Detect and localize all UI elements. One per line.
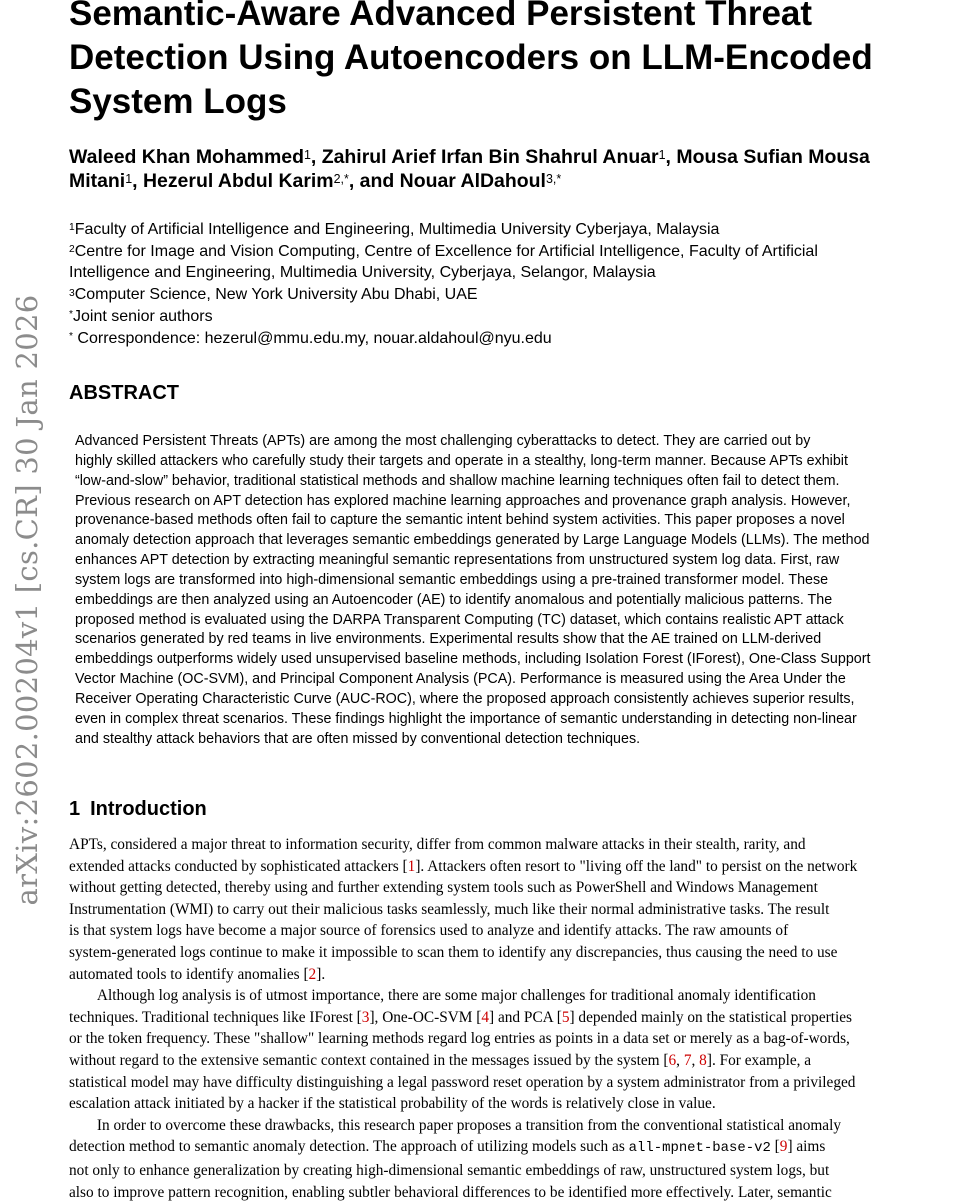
affiliation-list (69, 219, 959, 349)
citation-link[interactable]: 1 (408, 858, 416, 875)
citation-link[interactable]: 3 (362, 1009, 370, 1026)
section-title: Introduction (90, 798, 207, 820)
affiliation-mark: * (69, 331, 73, 342)
citation-link[interactable]: 6 (669, 1052, 677, 1069)
arxiv-identifier-stamp[interactable]: arXiv:2602.00204v1 [cs.CR] 30 Jan 2026 (10, 295, 44, 906)
text-run: ] depended mainly on the statistical properties (569, 1009, 852, 1026)
paragraph-line: In order to overcome these drawbacks, this research paper proposes a transition from the conventional statistical anomaly (69, 1115, 962, 1137)
affiliation-line (69, 262, 959, 284)
affiliation-line (69, 241, 959, 263)
paragraph-line: also to improve pattern recognition, enabling subtler behavioral differences to be identified more effectively. Later, semantic (69, 1182, 962, 1203)
abstract-line: highly skilled attackers who carefully study their targets and operate in a stealthy, long-term manner. Because APTs exhibit (75, 452, 962, 472)
paragraph-line: Although log analysis is of utmost importance, there are some major challenges for traditional anomaly identification (69, 985, 962, 1007)
abstract-body (75, 432, 962, 750)
citation-link[interactable]: 2 (309, 966, 317, 983)
author-affiliation-mark: 1 (659, 148, 666, 162)
paragraph-line (69, 1007, 962, 1029)
author-affiliation-mark: 1 (125, 172, 132, 186)
citation-link[interactable]: 7 (684, 1052, 692, 1069)
paragraph-line: is that system logs have become a major source of forensics used to analyze and identify attacks. The raw amounts of (69, 920, 962, 942)
abstract-line: embeddings outperforms widely used unsupervised baseline methods, including Isolation Forest (IForest), One-Class Support (75, 650, 962, 670)
citation-link[interactable]: 5 (562, 1009, 570, 1026)
correspondence-line (69, 328, 959, 350)
affiliation-mark: 2 (69, 244, 75, 255)
abstract-line: Previous research on APT detection has explored machine learning approaches and provenance graph analysis. However, (75, 492, 962, 512)
text-run: ]. Attackers often resort to "living off the land" to persist on the network (415, 858, 857, 875)
text-run: ] and PCA [ (489, 1009, 562, 1026)
paragraph-line (69, 856, 962, 878)
title-line: Detection Using Autoencoders on LLM-Encoded (69, 36, 949, 80)
text-run: extended attacks conducted by sophisticated attackers [ (69, 858, 408, 875)
paragraph-line: Instrumentation (WMI) to carry out their malicious tasks seamlessly, much like their normal administrative tasks. The result (69, 899, 962, 921)
correspondence-text: Correspondence: hezerul@mmu.edu.my, nouar.aldahoul@nyu.edu (73, 330, 552, 347)
abstract-line: Receiver Operating Characteristic Curve (AUC-ROC), where the proposed approach consistently achieves superior results, (75, 690, 962, 710)
author-affiliation-mark: 2,* (334, 172, 349, 186)
affiliation-text: Faculty of Artificial Intelligence and Engineering, Multimedia University Cyberjaya, Malaysia (75, 221, 720, 238)
paragraph-line (69, 964, 962, 986)
affiliation-text: Intelligence and Engineering, Multimedia University, Cyberjaya, Selangor, Malaysia (69, 264, 656, 281)
paragraph-line: statistical model may have difficulty distinguishing a legal password reset operation by a system administrator from a privileged (69, 1072, 962, 1094)
paragraph-line (69, 1050, 962, 1072)
paragraph-line: APTs, considered a major threat to information security, differ from common malware attacks in their stealth, rarity, and (69, 834, 962, 856)
abstract-line: Vector Machine (OC-SVM), and Principal Component Analysis (PCA). Performance is measured using the Area Under the (75, 670, 962, 690)
paper-title (69, 0, 949, 124)
author-name: Mitani (69, 170, 125, 192)
abstract-line: and stealthy attack behaviors that are often missed by conventional detection techniques. (75, 730, 962, 750)
affiliation-text: Computer Science, New York University Abu Dhabi, UAE (75, 286, 478, 303)
affiliation-text: Joint senior authors (73, 308, 213, 325)
paragraph-line: or the token frequency. These "shallow" learning methods regard log entries as points in a data set or merely as a bag-of-words, (69, 1028, 962, 1050)
author-list (69, 145, 964, 193)
text-run: , (692, 1052, 700, 1069)
section-heading-introduction (69, 798, 207, 821)
affiliation-line (69, 284, 959, 306)
abstract-line: system logs are transformed into high-dimensional semantic embeddings using a pre-trained transformer model. These (75, 571, 962, 591)
author-name: , Zahirul Arief Irfan Bin Shahrul Anuar (311, 146, 659, 168)
text-run: , (676, 1052, 684, 1069)
paragraph-line (69, 1136, 962, 1160)
affiliation-text: Centre for Image and Vision Computing, Centre of Excellence for Artificial Intelligence, Faculty of Artificial (75, 243, 818, 260)
text-run: techniques. Traditional techniques like IForest [ (69, 1009, 362, 1026)
text-run: ], One-OC-SVM [ (369, 1009, 481, 1026)
paragraph-line: escalation attack initiated by a hacker if the statistical probability of the words is relatively close in value. (69, 1093, 962, 1115)
abstract-line: anomaly detection approach that leverages semantic embeddings generated by Large Language Models (LLMs). The method (75, 531, 962, 551)
model-name-code: all-mpnet-base-v2 (629, 1140, 771, 1156)
abstract-line: even in complex threat scenarios. These findings highlight the importance of semantic understanding in detecting non-linear (75, 710, 962, 730)
paragraph-line: not only to enhance generalization by creating high-dimensional semantic embeddings of raw, unstructured system logs, but (69, 1160, 962, 1182)
abstract-line: Advanced Persistent Threats (APTs) are among the most challenging cyberattacks to detect. They are carried out by (75, 432, 962, 452)
citation-link[interactable]: 8 (699, 1052, 707, 1069)
citation-link[interactable]: 4 (481, 1009, 489, 1026)
author-affiliation-mark: 1 (304, 148, 311, 162)
paragraph-line: without getting detected, thereby using and further extending system tools such as PowerShell and Windows Management (69, 877, 962, 899)
citation-link[interactable]: 9 (780, 1138, 788, 1155)
section-number: 1 (69, 798, 80, 820)
text-run: [ (771, 1138, 780, 1155)
title-line: System Logs (69, 80, 949, 124)
paragraph-line: system-generated logs continue to make it impossible to scan them to identify any discrepancies, thus causing the need to use (69, 942, 962, 964)
affiliation-mark: 3 (69, 288, 75, 299)
abstract-line: provenance-based methods often fail to capture the semantic intent behind system activities. This paper proposes a novel (75, 511, 962, 531)
author-name: , Mousa Sufian Mousa (666, 146, 870, 168)
abstract-line: enhances APT detection by extracting meaningful semantic representations from unstructured system log data. First, raw (75, 551, 962, 571)
title-line: Semantic-Aware Advanced Persistent Threat (69, 0, 949, 36)
abstract-line: “low-and-slow” behavior, traditional statistical methods and shallow machine learning techniques often fail to detect them. (75, 472, 962, 492)
affiliation-line (69, 306, 959, 328)
introduction-body (69, 834, 966, 1203)
text-run: automated tools to identify anomalies [ (69, 966, 309, 983)
text-run: without regard to the extensive semantic context contained in the messages issued by the system [ (69, 1052, 669, 1069)
author-affiliation-mark: 3,* (546, 172, 561, 186)
text-run: ] aims (787, 1138, 825, 1155)
text-run: ]. (316, 966, 325, 983)
abstract-line: proposed method is evaluated using the DARPA Transparent Computing (TC) dataset, which contains realistic APT attack (75, 611, 962, 631)
abstract-line: scenarios generated by red teams in live environments. Experimental results show that the AE trained on LLM-derived (75, 630, 962, 650)
text-run: ]. For example, a (707, 1052, 811, 1069)
author-line (69, 169, 962, 193)
text-run: detection method to semantic anomaly detection. The approach of utilizing models such as (69, 1138, 629, 1155)
abstract-line: embeddings are then analyzed using an Autoencoder (AE) to identify anomalous and potentially malicious patterns. The (75, 591, 962, 611)
author-line (69, 145, 962, 169)
author-name: , and Nouar AlDahoul (349, 170, 546, 192)
affiliation-mark: * (69, 309, 73, 320)
abstract-heading: ABSTRACT (69, 382, 179, 405)
author-name: , Hezerul Abdul Karim (132, 170, 333, 192)
affiliation-line (69, 219, 959, 241)
affiliation-mark: 1 (69, 222, 75, 233)
author-name: Waleed Khan Mohammed (69, 146, 304, 168)
